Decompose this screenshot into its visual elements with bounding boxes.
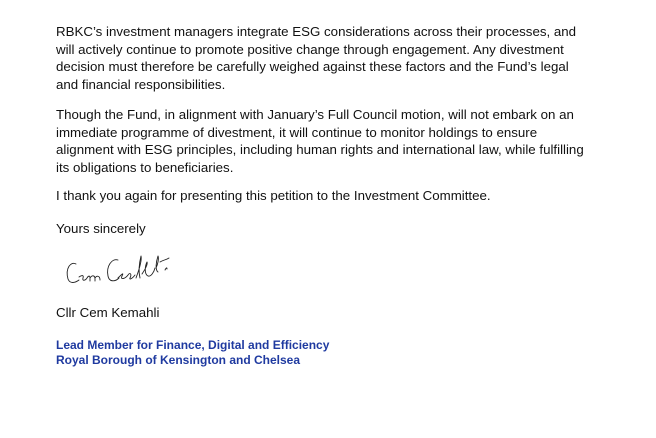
paragraph-line: decision must therefore be carefully weighed against these factors and the Fund’s legal	[56, 59, 569, 74]
signer-name	[56, 304, 616, 322]
paragraph-line: Though the Fund, in alignment with January’s Full Council motion, will not embark on an	[56, 107, 574, 122]
paragraph-esg-integration	[56, 23, 616, 93]
paragraph-line: will actively continue to promote positive change through engagement. Any divestment	[56, 41, 564, 57]
closing-salutation	[56, 220, 616, 238]
closing-text: Yours sincerely	[56, 221, 146, 236]
paragraph-line: alignment with ESG principles, including human rights and international law, while fulfilling	[56, 142, 584, 157]
paragraph-line: immediate programme of divestment, it will continue to monitor holdings to ensure	[56, 124, 538, 140]
paragraph-thanks	[56, 187, 616, 205]
signer-name-text: Cllr Cem Kemahli	[56, 305, 160, 320]
paragraph-divestment-position	[56, 106, 616, 176]
paragraph-line: I thank you again for presenting this petition to the Investment Committee.	[56, 188, 491, 203]
signer-role: Lead Member for Finance, Digital and Efficiency	[56, 338, 330, 352]
paragraph-line: and financial responsibilities.	[56, 76, 226, 92]
handwritten-signature	[62, 248, 180, 288]
paragraph-line: RBKC’s investment managers integrate ESG considerations across their processes, and	[56, 24, 577, 39]
signer-organisation: Royal Borough of Kensington and Chelsea	[56, 353, 301, 367]
paragraph-line: its obligations to beneficiaries.	[56, 159, 234, 175]
